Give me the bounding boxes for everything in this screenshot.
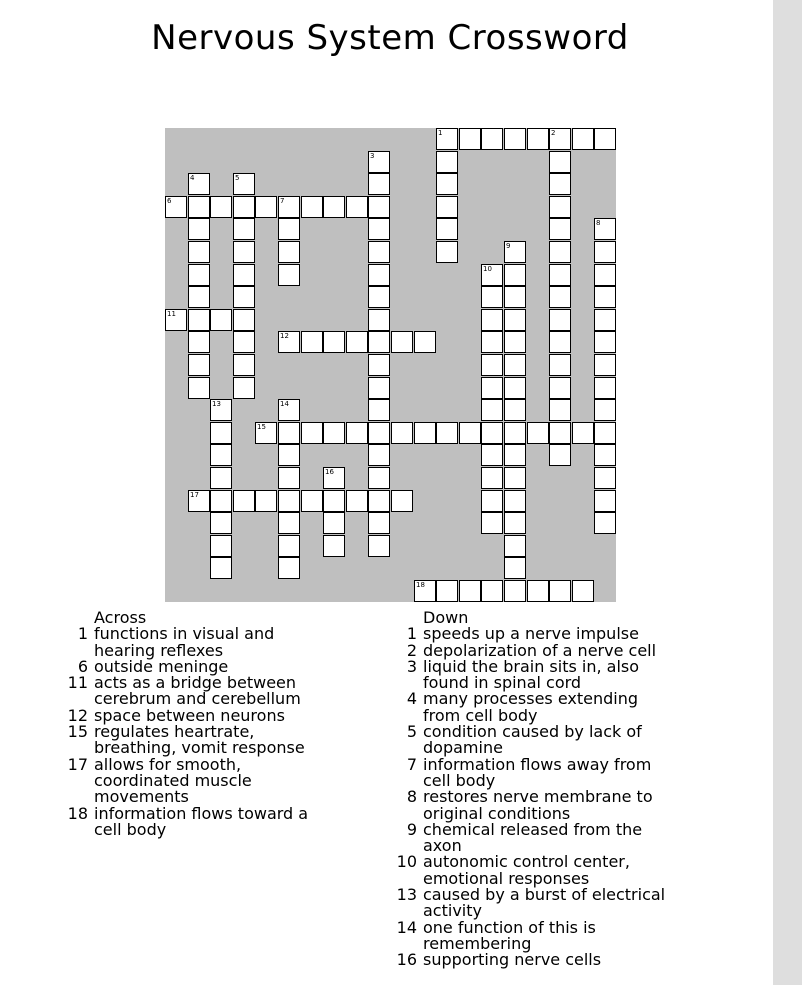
grid-cell[interactable]: [368, 399, 390, 421]
clue-text: information flows toward a cell body: [94, 803, 309, 839]
grid-cell[interactable]: [188, 377, 210, 399]
grid-cell[interactable]: [414, 580, 436, 602]
grid-cell[interactable]: [210, 196, 232, 218]
clue-number: 5: [406, 722, 417, 742]
grid-cell[interactable]: [278, 512, 300, 534]
grid-cell[interactable]: [572, 580, 594, 602]
grid-cell[interactable]: [188, 331, 210, 353]
grid-cell[interactable]: [210, 399, 232, 421]
clue-number: 13: [396, 885, 417, 905]
clue-number: 1: [406, 624, 417, 644]
grid-cell[interactable]: [188, 264, 210, 286]
grid-cell[interactable]: [436, 173, 458, 195]
grid-cell[interactable]: [368, 241, 390, 263]
grid-cell[interactable]: [278, 422, 300, 444]
grid-cell[interactable]: [549, 151, 571, 173]
grid-cell[interactable]: [323, 512, 345, 534]
grid-cell[interactable]: [527, 128, 549, 150]
grid-cell[interactable]: [481, 444, 503, 466]
grid-cell[interactable]: [459, 580, 481, 602]
grid-cell[interactable]: [504, 467, 526, 489]
grid-cell[interactable]: [255, 196, 277, 218]
clue-text: functions in visual and hearing reflexes: [94, 624, 275, 660]
clue-text: autonomic control center, emotional responses: [423, 852, 630, 888]
grid-cell[interactable]: [481, 580, 503, 602]
grid-cell[interactable]: [504, 580, 526, 602]
grid-cell[interactable]: [210, 422, 232, 444]
grid-cell[interactable]: [481, 331, 503, 353]
clue-text: information flows away from cell body: [423, 754, 652, 790]
grid-cell[interactable]: [572, 422, 594, 444]
grid-cell[interactable]: [323, 331, 345, 353]
grid-cell[interactable]: [301, 196, 323, 218]
grid-cell[interactable]: [278, 444, 300, 466]
grid-cell[interactable]: [188, 286, 210, 308]
clue-number: 3: [370, 152, 375, 160]
grid-cell[interactable]: [549, 128, 571, 150]
grid-cell[interactable]: [323, 422, 345, 444]
grid-cell[interactable]: [549, 264, 571, 286]
clue-number: 7: [406, 754, 417, 774]
grid-cell[interactable]: [210, 512, 232, 534]
grid-cell[interactable]: [594, 218, 616, 240]
grid-cell[interactable]: [414, 422, 436, 444]
across-clue: [62, 803, 324, 839]
grid-cell[interactable]: [549, 354, 571, 376]
grid-cell[interactable]: [391, 422, 413, 444]
clue-text: regulates heartrate, breathing, vomit response: [94, 722, 305, 758]
down-clue: [391, 854, 671, 887]
grid-cell[interactable]: [594, 264, 616, 286]
grid-cell[interactable]: [255, 490, 277, 512]
grid-cell[interactable]: [368, 286, 390, 308]
grid-cell[interactable]: [436, 422, 458, 444]
grid-cell[interactable]: [368, 264, 390, 286]
clue-number: 8: [406, 787, 417, 807]
grid-cell[interactable]: [233, 331, 255, 353]
grid-cell[interactable]: [346, 490, 368, 512]
grid-cell[interactable]: [323, 467, 345, 489]
down-clue: [391, 724, 671, 757]
grid-cell[interactable]: [368, 467, 390, 489]
across-clue: [62, 754, 324, 807]
grid-cell[interactable]: [594, 286, 616, 308]
grid-cell[interactable]: [549, 218, 571, 240]
grid-cell[interactable]: [233, 241, 255, 263]
page-title: Nervous System Crossword: [151, 18, 629, 58]
across-clue: [62, 626, 324, 659]
grid-cell[interactable]: [188, 241, 210, 263]
grid-cell[interactable]: [368, 490, 390, 512]
down-clue: [391, 887, 671, 920]
clue-number: 14: [280, 400, 289, 408]
down-clue: [391, 917, 671, 953]
grid-cell[interactable]: [233, 196, 255, 218]
clue-number: 2: [406, 640, 417, 660]
grid-cell[interactable]: [301, 490, 323, 512]
grid-cell[interactable]: [481, 512, 503, 534]
grid-cell[interactable]: [255, 422, 277, 444]
grid-cell[interactable]: [210, 309, 232, 331]
clue-number: 6: [167, 197, 172, 205]
grid-cell[interactable]: [436, 580, 458, 602]
grid-cell[interactable]: [594, 241, 616, 263]
grid-cell[interactable]: [210, 444, 232, 466]
grid-cell[interactable]: [594, 354, 616, 376]
grid-cell[interactable]: [278, 331, 300, 353]
grid-cell[interactable]: [549, 286, 571, 308]
grid-cell[interactable]: [481, 309, 503, 331]
down-clue: [391, 691, 671, 724]
grid-cell[interactable]: [368, 151, 390, 173]
clue-text: many processes extending from cell body: [423, 689, 639, 725]
grid-cell[interactable]: [459, 422, 481, 444]
grid-cell[interactable]: [572, 128, 594, 150]
clue-number: 8: [596, 219, 601, 227]
clue-number: 4: [406, 689, 417, 709]
grid-cell[interactable]: [233, 286, 255, 308]
grid-cell[interactable]: [549, 422, 571, 444]
grid-cell[interactable]: [368, 218, 390, 240]
clue-text: chemical released from the axon: [423, 819, 643, 856]
grid-cell[interactable]: [481, 422, 503, 444]
grid-cell[interactable]: [549, 377, 571, 399]
page-edge: [773, 0, 802, 985]
grid-cell[interactable]: [323, 196, 345, 218]
grid-cell[interactable]: [594, 444, 616, 466]
grid-cell[interactable]: [594, 377, 616, 399]
grid-cell[interactable]: [233, 264, 255, 286]
clue-number: 12: [67, 705, 88, 725]
grid-cell[interactable]: [459, 128, 481, 150]
grid-cell[interactable]: [368, 377, 390, 399]
clue-number: 13: [212, 400, 221, 408]
grid-cell[interactable]: [504, 309, 526, 331]
grid-cell[interactable]: [504, 331, 526, 353]
grid-cell[interactable]: [594, 490, 616, 512]
grid-cell[interactable]: [549, 331, 571, 353]
down-clue: [391, 656, 671, 693]
grid-cell[interactable]: [368, 512, 390, 534]
grid-cell[interactable]: [504, 557, 526, 579]
grid-cell[interactable]: [504, 512, 526, 534]
grid-cell[interactable]: [594, 309, 616, 331]
grid-cell[interactable]: [594, 128, 616, 150]
grid-cell[interactable]: [549, 309, 571, 331]
clue-text: allows for smooth, coordinated muscle movements: [94, 754, 252, 807]
clue-number: 9: [406, 819, 417, 839]
grid-cell[interactable]: [549, 444, 571, 466]
clue-number: 9: [506, 242, 511, 250]
grid-cell[interactable]: [278, 557, 300, 579]
grid-cell[interactable]: [549, 580, 571, 602]
grid-cell[interactable]: [504, 128, 526, 150]
clue-number: 4: [190, 174, 195, 182]
grid-cell[interactable]: [188, 218, 210, 240]
grid-cell[interactable]: [368, 309, 390, 331]
grid-cell[interactable]: [504, 377, 526, 399]
grid-cell[interactable]: [504, 264, 526, 286]
clue-text: restores nerve membrane to original conditions: [423, 787, 653, 823]
clue-number: 1: [77, 624, 88, 644]
grid-cell[interactable]: [504, 444, 526, 466]
grid-cell[interactable]: [594, 331, 616, 353]
grid-cell[interactable]: [233, 218, 255, 240]
grid-cell[interactable]: [346, 331, 368, 353]
clue-number: 11: [67, 673, 88, 693]
grid-cell[interactable]: [504, 490, 526, 512]
grid-cell[interactable]: [323, 490, 345, 512]
clue-number: 7: [280, 197, 285, 205]
grid-cell[interactable]: [481, 286, 503, 308]
clue-text: one function of this is remembering: [423, 917, 596, 953]
grid-cell[interactable]: [481, 264, 503, 286]
grid-cell[interactable]: [368, 444, 390, 466]
grid-cell[interactable]: [188, 490, 210, 512]
grid-cell[interactable]: [233, 173, 255, 195]
clue-number: 5: [235, 174, 240, 182]
grid-cell[interactable]: [391, 331, 413, 353]
down-clues: [391, 610, 671, 969]
clue-number: 18: [67, 803, 88, 823]
grid-cell[interactable]: [278, 535, 300, 557]
clue-number: 15: [67, 722, 88, 742]
grid-cell[interactable]: [436, 218, 458, 240]
grid-cell[interactable]: [391, 490, 413, 512]
grid-cell[interactable]: [594, 422, 616, 444]
clue-text: depolarization of a nerve cell: [423, 640, 657, 660]
grid-cell[interactable]: [481, 377, 503, 399]
grid-cell[interactable]: [436, 196, 458, 218]
clue-number: 2: [551, 129, 556, 137]
grid-cell[interactable]: [481, 490, 503, 512]
grid-cell[interactable]: [481, 399, 503, 421]
grid-cell[interactable]: [188, 173, 210, 195]
grid-cell[interactable]: [436, 151, 458, 173]
clue-number: 11: [167, 310, 176, 318]
clue-text: caused by a burst of electrical activity: [423, 885, 666, 921]
grid-cell[interactable]: [165, 196, 187, 218]
clue-text: acts as a bridge between cerebrum and cerebellum: [94, 673, 301, 709]
grid-cell[interactable]: [210, 467, 232, 489]
grid-cell[interactable]: [278, 196, 300, 218]
grid-cell[interactable]: [504, 422, 526, 444]
grid-cell[interactable]: [481, 354, 503, 376]
clue-number: 17: [190, 491, 199, 499]
clue-number: 14: [396, 917, 417, 937]
down-clue: [391, 952, 671, 968]
grid-cell[interactable]: [594, 512, 616, 534]
grid-cell[interactable]: [278, 467, 300, 489]
grid-cell[interactable]: [549, 399, 571, 421]
clue-text: outside meninge: [94, 656, 229, 676]
clue-number: 12: [280, 332, 289, 340]
down-clue: [391, 789, 671, 822]
grid-cell[interactable]: [278, 490, 300, 512]
clue-number: 15: [257, 423, 266, 431]
grid-cell[interactable]: [346, 196, 368, 218]
grid-cell[interactable]: [368, 173, 390, 195]
grid-cell[interactable]: [301, 422, 323, 444]
grid-cell[interactable]: [481, 467, 503, 489]
grid-cell[interactable]: [368, 422, 390, 444]
clue-number: 1: [438, 129, 443, 137]
grid-cell[interactable]: [323, 535, 345, 557]
grid-cell[interactable]: [188, 196, 210, 218]
grid-cell[interactable]: [188, 309, 210, 331]
grid-cell[interactable]: [527, 422, 549, 444]
clue-text: liquid the brain sits in, also found in spinal cord: [423, 656, 640, 693]
clue-text: condition caused by lack of dopamine: [423, 722, 642, 758]
grid-cell[interactable]: [278, 264, 300, 286]
grid-cell[interactable]: [368, 196, 390, 218]
grid-cell[interactable]: [301, 331, 323, 353]
grid-cell[interactable]: [527, 580, 549, 602]
grid-cell[interactable]: [504, 354, 526, 376]
grid-cell[interactable]: [233, 354, 255, 376]
clue-number: 16: [325, 468, 334, 476]
grid-cell[interactable]: [436, 241, 458, 263]
down-heading: Down: [423, 608, 469, 627]
crossword-grid: [165, 128, 616, 602]
clue-number: 6: [77, 656, 88, 676]
grid-cell[interactable]: [278, 218, 300, 240]
clue-text: space between neurons: [94, 705, 285, 725]
grid-cell[interactable]: [210, 535, 232, 557]
clue-number: 16: [396, 950, 417, 970]
grid-cell[interactable]: [504, 241, 526, 263]
clue-number: 17: [67, 754, 88, 774]
grid-cell[interactable]: [549, 173, 571, 195]
grid-cell[interactable]: [436, 128, 458, 150]
grid-cell[interactable]: [504, 399, 526, 421]
clue-number: 18: [416, 581, 425, 589]
grid-cell[interactable]: [278, 399, 300, 421]
clue-number: 3: [406, 656, 417, 676]
across-clue: [62, 675, 324, 708]
grid-cell[interactable]: [594, 467, 616, 489]
clue-number: 10: [483, 265, 492, 273]
clue-text: speeds up a nerve impulse: [423, 624, 639, 644]
grid-cell[interactable]: [368, 535, 390, 557]
grid-cell[interactable]: [210, 490, 232, 512]
grid-cell[interactable]: [346, 422, 368, 444]
grid-cell[interactable]: [233, 377, 255, 399]
across-clues: [62, 610, 324, 838]
grid-cell[interactable]: [278, 241, 300, 263]
grid-cell[interactable]: [594, 399, 616, 421]
down-clue: [391, 819, 671, 856]
across-heading: Across: [94, 608, 147, 627]
grid-cell[interactable]: [233, 490, 255, 512]
grid-cell[interactable]: [481, 128, 503, 150]
clue-text: supporting nerve cells: [423, 950, 602, 970]
clue-number: 10: [396, 852, 417, 872]
grid-cell[interactable]: [414, 331, 436, 353]
down-clue: [391, 754, 671, 790]
grid-cell[interactable]: [165, 309, 187, 331]
grid-cell[interactable]: [233, 309, 255, 331]
grid-cell[interactable]: [504, 535, 526, 557]
grid-cell[interactable]: [368, 354, 390, 376]
grid-cell[interactable]: [368, 331, 390, 353]
grid-cell[interactable]: [210, 557, 232, 579]
grid-cell[interactable]: [504, 286, 526, 308]
across-clue: [62, 724, 324, 757]
grid-cell[interactable]: [188, 354, 210, 376]
grid-cell[interactable]: [549, 241, 571, 263]
grid-cell[interactable]: [549, 196, 571, 218]
